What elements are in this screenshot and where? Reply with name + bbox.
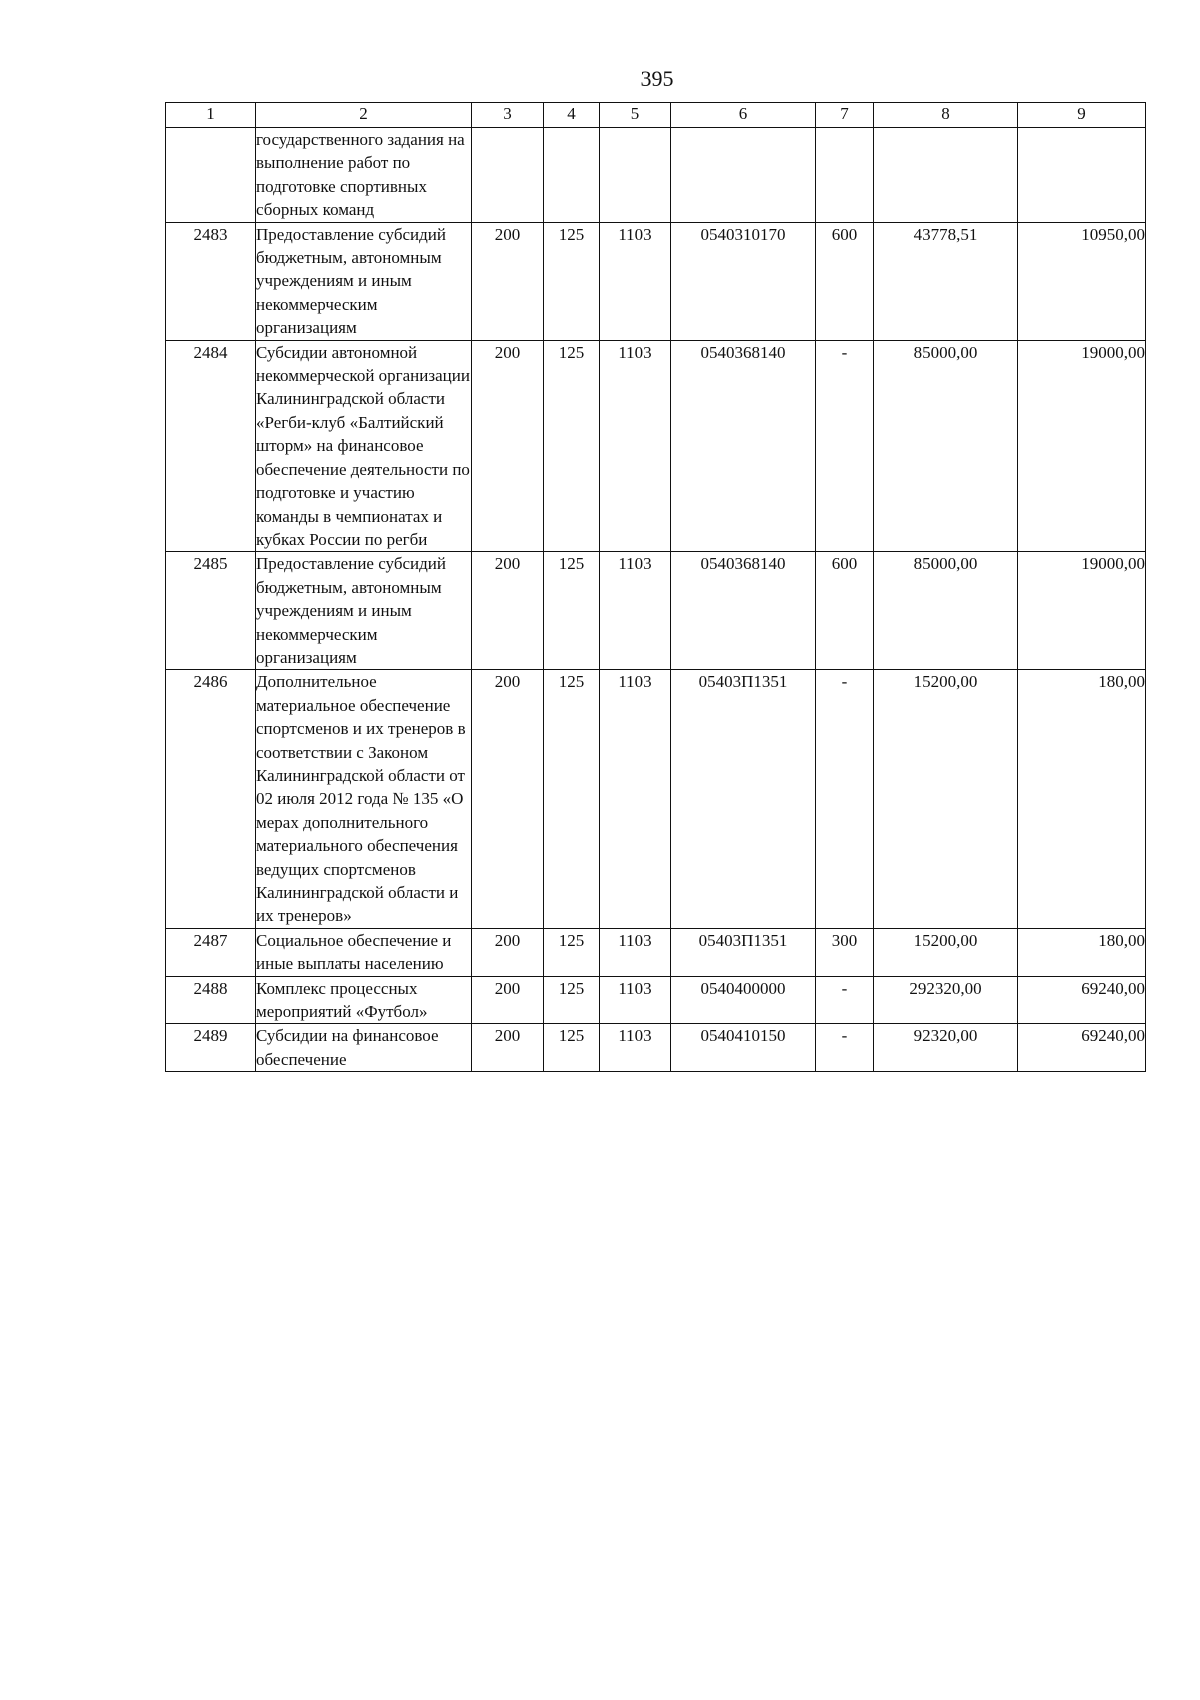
header-cell: 3 [472,103,544,128]
cell-col3: 200 [472,340,544,552]
cell-col9: 69240,00 [1018,1024,1146,1072]
cell-col8: 43778,51 [874,222,1018,340]
cell-col7: - [816,670,874,928]
table-row [166,128,1146,223]
cell-col8: 85000,00 [874,340,1018,552]
cell-col8: 292320,00 [874,976,1018,1024]
cell-col4: 125 [544,552,600,670]
page-number: 395 [640,66,674,91]
header-cell: 7 [816,103,874,128]
cell-col3: 200 [472,222,544,340]
header-cell: 4 [544,103,600,128]
cell-col6: 05403П1351 [671,928,816,976]
cell-col3: 200 [472,1024,544,1072]
row-number: 2483 [166,222,256,340]
table-row [166,222,1146,340]
cell-col9: 180,00 [1018,928,1146,976]
cell-col6: 0540400000 [671,976,816,1024]
cell-col5 [600,128,671,223]
table-row [166,670,1146,928]
cell-col4: 125 [544,340,600,552]
row-number: 2488 [166,976,256,1024]
cell-col5: 1103 [600,928,671,976]
row-name: Предоставление субсидий бюджетным, автономным учреждениям и иным некоммерческим организациям [256,222,472,340]
header-cell: 9 [1018,103,1146,128]
cell-col6: 0540410150 [671,1024,816,1072]
budget-table [165,102,1146,1072]
row-name: Субсидии автономной некоммерческой организации Калининградской области «Регби-клуб «Балтийский шторм» на финансовое обеспечение деятельности по подготовке и участию команды в чемпионатах и кубках России по регби [256,340,472,552]
cell-col8: 85000,00 [874,552,1018,670]
cell-col4 [544,128,600,223]
cell-col8: 15200,00 [874,928,1018,976]
table-row [166,928,1146,976]
cell-col9: 10950,00 [1018,222,1146,340]
cell-col5: 1103 [600,552,671,670]
cell-col6 [671,128,816,223]
row-number: 2486 [166,670,256,928]
header-cell: 1 [166,103,256,128]
cell-col9 [1018,128,1146,223]
table-row [166,976,1146,1024]
cell-col7 [816,128,874,223]
cell-col7: 600 [816,222,874,340]
cell-col7: - [816,1024,874,1072]
cell-col9: 69240,00 [1018,976,1146,1024]
cell-col5: 1103 [600,340,671,552]
row-number [166,128,256,223]
row-name: Предоставление субсидий бюджетным, автономным учреждениям и иным некоммерческим организациям [256,552,472,670]
row-number: 2484 [166,340,256,552]
cell-col5: 1103 [600,670,671,928]
table-row [166,552,1146,670]
cell-col4: 125 [544,1024,600,1072]
row-name: государственного задания на выполнение работ по подготовке спортивных сборных команд [256,128,472,223]
cell-col7: 300 [816,928,874,976]
cell-col3: 200 [472,928,544,976]
cell-col9: 180,00 [1018,670,1146,928]
cell-col9: 19000,00 [1018,340,1146,552]
row-name: Социальное обеспечение и иные выплаты населению [256,928,472,976]
cell-col7: 600 [816,552,874,670]
row-number: 2489 [166,1024,256,1072]
header-cell: 6 [671,103,816,128]
table-row [166,1024,1146,1072]
cell-col8 [874,128,1018,223]
cell-col6: 0540368140 [671,552,816,670]
cell-col3: 200 [472,976,544,1024]
cell-col4: 125 [544,222,600,340]
header-cell: 5 [600,103,671,128]
row-name: Комплекс процессных мероприятий «Футбол» [256,976,472,1024]
header-cell: 2 [256,103,472,128]
cell-col8: 15200,00 [874,670,1018,928]
cell-col5: 1103 [600,976,671,1024]
header-cell: 8 [874,103,1018,128]
cell-col4: 125 [544,928,600,976]
cell-col7: - [816,340,874,552]
row-number: 2485 [166,552,256,670]
cell-col6: 0540310170 [671,222,816,340]
cell-col4: 125 [544,976,600,1024]
cell-col3: 200 [472,552,544,670]
cell-col8: 92320,00 [874,1024,1018,1072]
row-name: Субсидии на финансовое обеспечение [256,1024,472,1072]
cell-col4: 125 [544,670,600,928]
cell-col9: 19000,00 [1018,552,1146,670]
table-row [166,340,1146,552]
cell-col5: 1103 [600,222,671,340]
cell-col7: - [816,976,874,1024]
cell-col3: 200 [472,670,544,928]
header-row [166,103,1146,128]
cell-col5: 1103 [600,1024,671,1072]
row-number: 2487 [166,928,256,976]
cell-col6: 05403П1351 [671,670,816,928]
cell-col6: 0540368140 [671,340,816,552]
row-name: Дополнительное материальное обеспечение спортсменов и их тренеров в соответствии с Законом Калининградской области от 02 июля 2012 года № 135 «О мерах дополнительного материального обеспечения ведущих спортсменов Калининградской области и их тренеров» [256,670,472,928]
cell-col3 [472,128,544,223]
